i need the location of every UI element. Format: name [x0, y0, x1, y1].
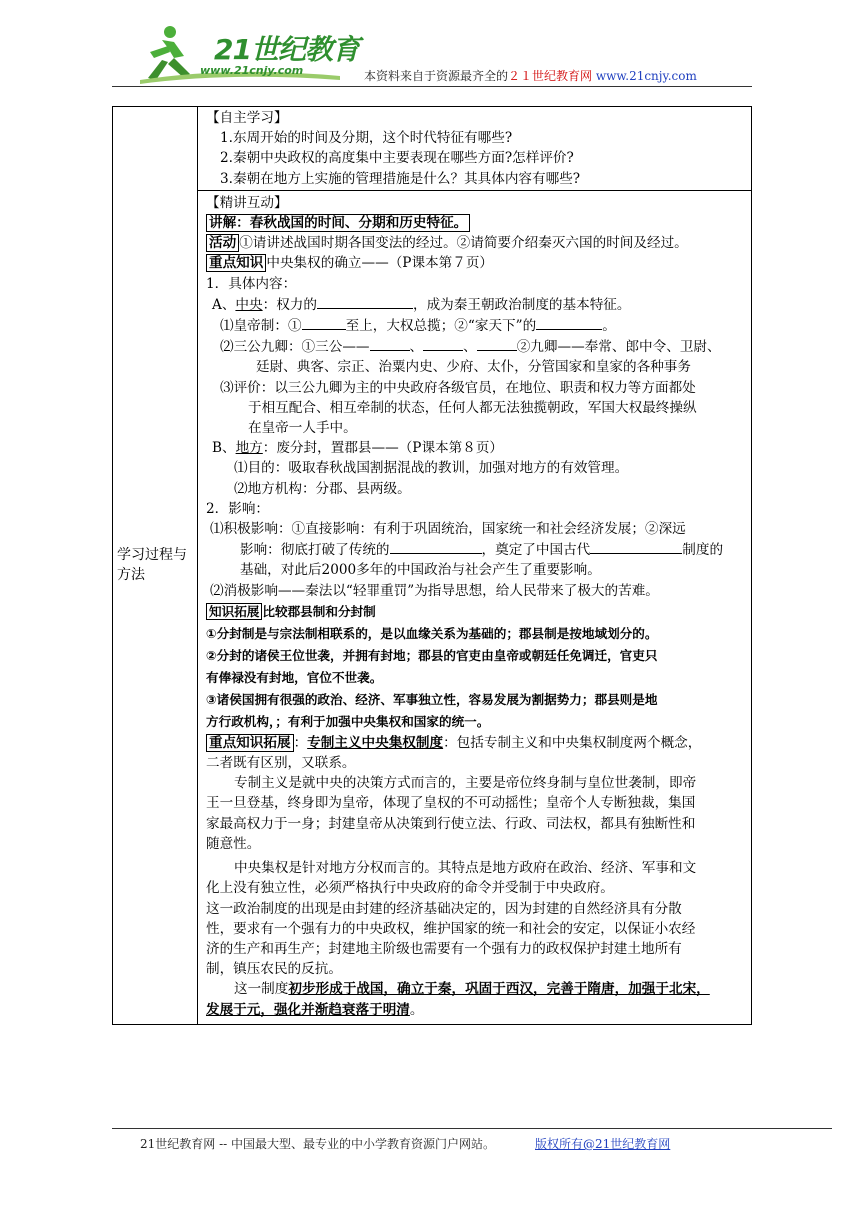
compare-2a: ②分封的诸侯王位世袭，并拥有封地；郡县的官吏由皇帝或朝廷任免调迁，官吏只 — [206, 647, 658, 663]
sangong-text-1: ⑵三公九卿：①三公—— — [220, 339, 370, 356]
left-label-cell — [113, 107, 198, 1025]
key-knowledge-text: 中央集权的确立——（P课本第７页） — [266, 255, 494, 272]
positive-line-2 — [206, 539, 745, 560]
despotism-4: 随意性。 — [206, 835, 261, 852]
positive-text-3: 制度的 — [682, 542, 724, 559]
despotism-3: 家最高权力于一身；封建皇帝从决策到行使立法、行政、司法权，都具有独断性和 — [206, 815, 696, 832]
despotism-para — [206, 773, 745, 854]
positive-line-3: 基础，对此后2000多年的中国政治与社会产生了重要影响。 — [240, 562, 601, 579]
a-prefix: A、 — [212, 296, 236, 313]
positive-line-1: ⑴积极影响：①直接影响：有利于巩固统治，国家统一和社会经济发展；②深远 — [210, 521, 686, 538]
local-text: ：废分封，置郡县——（P课本第８页） — [262, 440, 504, 457]
central-line — [206, 294, 745, 315]
question-1: 1.东周开始的时间及分期，这个时代特征有哪些? — [220, 130, 513, 147]
emperor-text-1: ⑴皇帝制：① — [220, 318, 302, 335]
logo-url: www.21cnjy.com — [200, 64, 304, 77]
copyright-link[interactable]: 版权所有@21世纪教育网 — [535, 1137, 671, 1151]
sangong-text-2: ②九卿——奉常、郎中令、卫尉、 — [516, 339, 721, 356]
key-expand-term: 专制主义中央集权制度 — [307, 734, 444, 751]
central-text-2: ，成为秦王朝政治制度的基本特征。 — [412, 296, 631, 313]
origin-para — [206, 899, 745, 980]
header-note-prefix: 本资料来自于资源最齐全的 — [364, 69, 509, 83]
header-url-link[interactable]: www.21cnjy.com — [595, 69, 697, 83]
positive-text-2: ，奠定了中国古代 — [481, 542, 591, 559]
lesson-table — [112, 106, 752, 1025]
blank-system[interactable] — [590, 539, 682, 554]
logo-wordmark: 21世纪教育 — [214, 33, 359, 66]
page-header — [0, 0, 860, 100]
eval-line-3: 在皇帝一人手中。 — [248, 420, 357, 437]
talk-heading: 讲解：春秋战国的时间、分期和历史特征。 — [206, 214, 470, 232]
lecture-title: 【精讲互动】 — [206, 194, 288, 211]
centralization-2: 化上没有独立性，必须严格执行中央政府的命令并受制于中央政府。 — [206, 880, 614, 897]
origin-1: 这一政治制度的出现是由封建的经济基础决定的，因为封建的自然经济具有分散 — [206, 900, 682, 917]
development-bold-2: 发展于元，强化并渐趋衰落于明清 — [206, 1001, 410, 1018]
row-lecture — [113, 190, 752, 1024]
central-term: 中央 — [235, 296, 263, 313]
blank-power[interactable] — [317, 294, 413, 309]
blank-sangong-1[interactable] — [370, 336, 410, 351]
row-self-study — [113, 107, 752, 191]
key-expand-tag: 重点知识拓展 — [206, 734, 294, 752]
purpose-line: ⑴目的：吸取春秋战国割据混战的教训，加强对地方的有效管理。 — [234, 460, 629, 477]
left-label: 学习过程与方法 — [117, 547, 187, 584]
expand-title: 比较郡县制和分封制 — [262, 603, 376, 619]
compare-2b: 有俸禄没有封地，官位不世袭。 — [206, 669, 383, 685]
development-end: 。 — [409, 1001, 424, 1018]
point-1: 1．具体内容： — [206, 275, 297, 292]
point-2: 2．影响： — [206, 500, 270, 517]
sangong-sep-2: 、 — [463, 339, 477, 356]
activity-tag: 活动 — [206, 234, 239, 252]
emperor-line — [206, 315, 745, 336]
centralization-1: 中央集权是针对地方分权而言的。其特点是地方政府在政治、经济、军事和文 — [234, 860, 697, 877]
key-expand-text-2: 二者既有区别，又联系。 — [206, 755, 356, 772]
footer-divider — [112, 1128, 832, 1129]
eval-line-1: ⑶评价：以三公九卿为主的中央政府各级官员，在地位、职责和权力等方面都处 — [220, 379, 696, 396]
compare-3a: ③诸侯国拥有很强的政治、经济、军事独立性，容易发展为割据势力；郡县则是地 — [206, 691, 658, 707]
question-2: 2.秦朝中央政权的高度集中主要表现在哪些方面?怎样评价? — [220, 150, 574, 167]
org-line: ⑵地方机构：分郡、县两级。 — [234, 480, 411, 497]
header-site-link[interactable]: ２１世纪教育网 — [508, 69, 593, 83]
b-prefix: B、 — [212, 440, 236, 457]
blank-sangong-2[interactable] — [423, 336, 463, 351]
centralization-para — [206, 858, 745, 898]
development-prefix: 这一制度 — [234, 981, 289, 998]
key-expand-colon: ： — [293, 734, 308, 751]
header-note — [364, 67, 697, 84]
sangong-sep-1: 、 — [409, 339, 424, 356]
local-line — [206, 438, 745, 458]
development-para — [206, 979, 745, 1019]
lecture-cell — [198, 190, 752, 1024]
key-knowledge-tag: 重点知识 — [206, 254, 266, 272]
positive-text-1: 影响：彻底打破了传统的 — [240, 542, 390, 559]
key-expand-line — [206, 733, 745, 753]
emperor-text-2: 至上，大权总揽；②“家天下”的 — [345, 318, 537, 335]
activity-text: ①请讲述战国时期各国变法的经过。②请简要介绍秦灭六国的时间及经过。 — [239, 235, 688, 252]
self-study-cell — [198, 107, 752, 191]
page-footer — [140, 1135, 670, 1152]
sangong-line-2: 廷尉、典客、宗正、治粟内史、少府、太仆，分管国家和皇家的各种事务 — [256, 359, 691, 376]
negative-line: ⑵消极影响——秦法以“轻罪重罚”为指导思想，给人民带来了极大的苦难。 — [210, 582, 659, 599]
blank-sangong-3[interactable] — [477, 336, 517, 351]
self-study-title: 【自主学习】 — [206, 110, 288, 126]
emperor-text-3: 。 — [602, 318, 616, 335]
blank-tradition[interactable] — [390, 539, 482, 554]
blank-emperor-2[interactable] — [536, 315, 602, 330]
sangong-line — [206, 336, 745, 357]
compare-1: ①分封制是与宗法制相联系的，是以血缘关系为基础的；郡县制是按地域划分的。 — [206, 625, 658, 641]
expand-tag: 知识拓展 — [206, 603, 262, 620]
key-expand-text-1: ：包括专制主义和中央集权制度两个概念， — [443, 734, 702, 751]
expand-heading — [206, 601, 745, 623]
footer-text: 21世纪教育网 -- 中国最大型、最专业的中小学教育资源门户网站。 — [140, 1137, 496, 1151]
blank-emperor-1[interactable] — [302, 315, 346, 330]
question-3: 3.秦朝在地方上实施的管理措施是什么？其具体内容有哪些? — [220, 170, 581, 187]
eval-line-2: 于相互配合、相互牵制的状态，任何人都无法独揽朝政，军国大权最终操纵 — [248, 399, 697, 416]
development-bold-1: 初步形成于战国，确立于秦，巩固于西汉，完善于隋唐，加强于北宋， — [288, 981, 710, 998]
central-text-1: ：权力的 — [262, 296, 317, 313]
despotism-2: 王一旦登基，终身即为皇帝，体现了皇权的不可动摇性；皇帝个人专断独裁，集国 — [206, 795, 696, 812]
compare-3b: 方行政机构，；有利于加强中央集权和国家的统一。 — [206, 713, 490, 729]
header-divider — [112, 86, 752, 87]
despotism-1: 专制主义是就中央的决策方式而言的，主要是帝位终身制与皇位世袭制，即帝 — [234, 775, 697, 792]
origin-2: 性，要求有一个强有力的中央政权，维护国家的统一和社会的安定，以保证小农经 — [206, 920, 696, 937]
origin-4: 制，镇压农民的反抗。 — [206, 961, 342, 978]
local-term: 地方 — [235, 440, 263, 457]
origin-3: 济的生产和再生产；封建地主阶级也需要有一个强有力的政权保护封建土地所有 — [206, 940, 682, 957]
